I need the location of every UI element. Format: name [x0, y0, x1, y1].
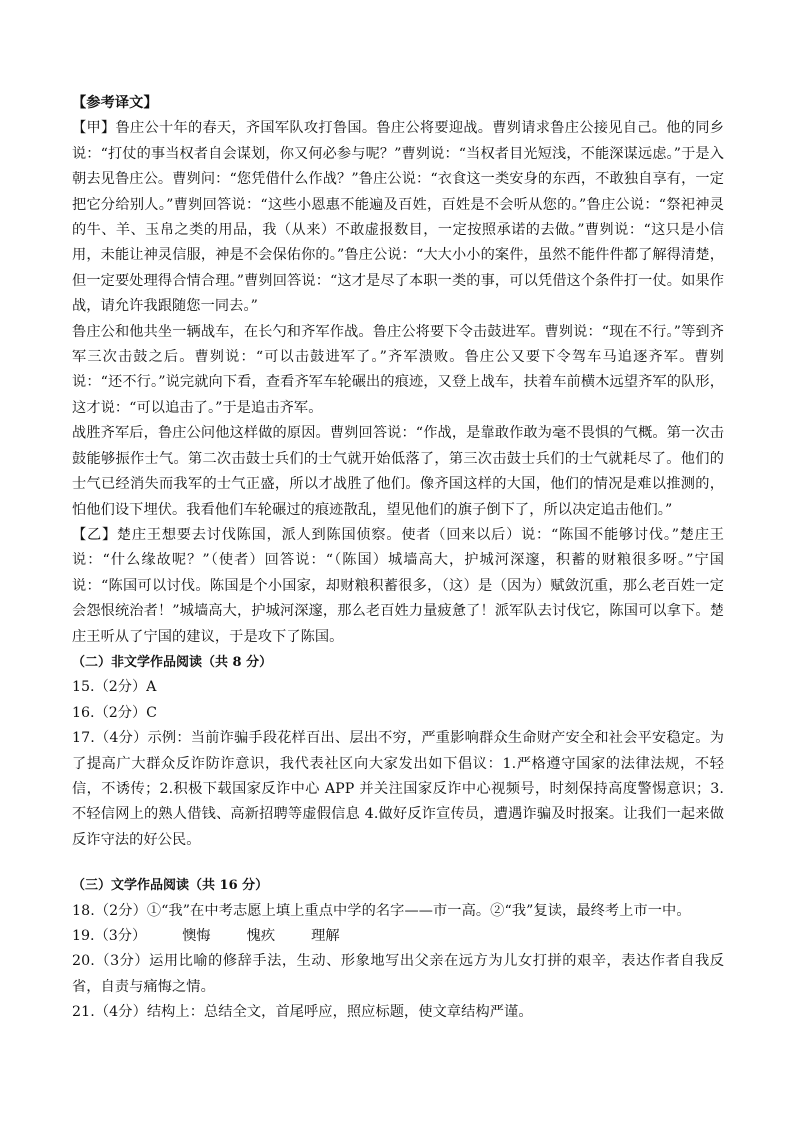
reference-translation-title: 【参考译文】: [72, 95, 158, 111]
answer-16: 16.（2分）C: [72, 704, 158, 721]
section-literary-heading: （三）文学作品阅读（共 16 分）: [72, 878, 269, 894]
answer-15: 15.（2分）A: [72, 679, 157, 696]
answer-18: 18.（2分）①“我”在中考志愿上填上重点中学的名字——市一高。②“我”复读，最终考上市一中。: [72, 902, 691, 919]
section-spacer: [72, 853, 724, 873]
answer-17: 17.（4分）示例：当前诈骗手段花样百出、层出不穷，严重影响群众生命财产安全和社会平安稳定。为了提高广大群众反诈防诈意识，我代表社区向大家发出如下倡议：1.严格遵守国家的法律法规，不轻信，不诱传；2.积极下载国家反诈中心 APP 并关注国家反诈中心视频号，时刻保持高度警惕意识；3.不轻信网上的熟人借钱、高新招聘等虚假信息 4.做好反诈宣传员，遭遇诈骗及时报案。让我们一起来做反诈守法的好公民。: [72, 730, 724, 848]
answer-document: [72, 91, 724, 1026]
paragraph-reason: 战胜齐军后，鲁庄公问他这样做的原因。曹刿回答说：“作战，是靠敢作敢为毫不畏惧的气概。第一次击鼓能够振作士气。第二次击鼓士兵们的士气就开始低落了，第三次击鼓士兵们的士气就耗尽了。他们的士气已经消失而我军的士气正盛，所以才战胜了他们。像齐国这样的大国，他们的情况是难以推测的，怕他们设下埋伏。我看他们车轮碾过的痕迹散乱，望见他们的旗子倒下了，所以决定追击他们。”: [72, 425, 724, 518]
paragraph-yi: 【乙】楚庄王想要去讨伐陈国，派人到陈国侦察。使者（回来以后）说：“陈国不能够讨伐。”楚庄王说：“什么缘故呢？”（使者）回答说：“（陈国）城墙高大，护城河深邃，积蓄的财粮很多呀。”宁国说：“陈国可以讨伐。陈国是个小国家，却财粮积蓄很多，（这）是（因为）赋敛沉重，那么老百姓一定会怨恨统治者！”城墙高大，护城河深邃，那么老百姓力量疲惫了！派军队去讨伐它，陈国可以拿下。楚庄王听从了宁国的建议，于是攻下了陈国。: [72, 526, 724, 645]
answer-19: 19.（3分） 懊悔 愧疚 理解: [72, 928, 340, 944]
paragraph-jia: 【甲】鲁庄公十年的春天，齐国军队攻打鲁国。鲁庄公将要迎战。曹刿请求鲁庄公接见自己。他的同乡说：“打仗的事当权者自会谋划，你又何必参与呢？”曹刿说：“当权者目光短浅，不能深谋远虑。”于是入朝去见鲁庄公。曹刿问：“您凭借什么作战？”鲁庄公说：“衣食这一类安身的东西，不敢独自享有，一定把它分给别人。”曹刿回答说：“这些小恩惠不能遍及百姓，百姓是不会听从您的。”鲁庄公说：“祭祀神灵的牛、羊、玉帛之类的用品，我（从来）不敢虚报数目，一定按照承诺的去做。”曹刿说：“这只是小信用，未能让神灵信服，神是不会保佑你的。”鲁庄公说：“大大小小的案件，虽然不能件件都了解得清楚，但一定要处理得合情合理。”曹刿回答说：“这才是尽了本职一类的事，可以凭借这个条件打一仗。如果作战，请允许我跟随您一同去。”: [72, 120, 724, 315]
answer-20: 20.（3分）运用比喻的修辞手法，生动、形象地写出父亲在远方为儿女打拼的艰辛，表达作者自我反省，自责与痛悔之情。: [72, 953, 724, 995]
section-nonliterary-heading: （二）非文学作品阅读（共 8 分）: [72, 654, 273, 670]
answer-21: 21.（4分）结构上：总结全文，首尾呼应，照应标题，使文章结构严谨。: [72, 1004, 533, 1021]
paragraph-battle: 鲁庄公和他共坐一辆战车，在长勺和齐军作战。鲁庄公将要下令击鼓进军。曹刿说：“现在不行。”等到齐军三次击鼓之后。曹刿说：“可以击鼓进军了。”齐军溃败。鲁庄公又要下令驾车马追逐齐军。曹刿说：“还不行。”说完就向下看，查看齐军车轮碾出的痕迹，又登上战车，扶着车前横木远望齐军的队形，这才说：“可以追击了。”于是追击齐军。: [72, 323, 724, 416]
